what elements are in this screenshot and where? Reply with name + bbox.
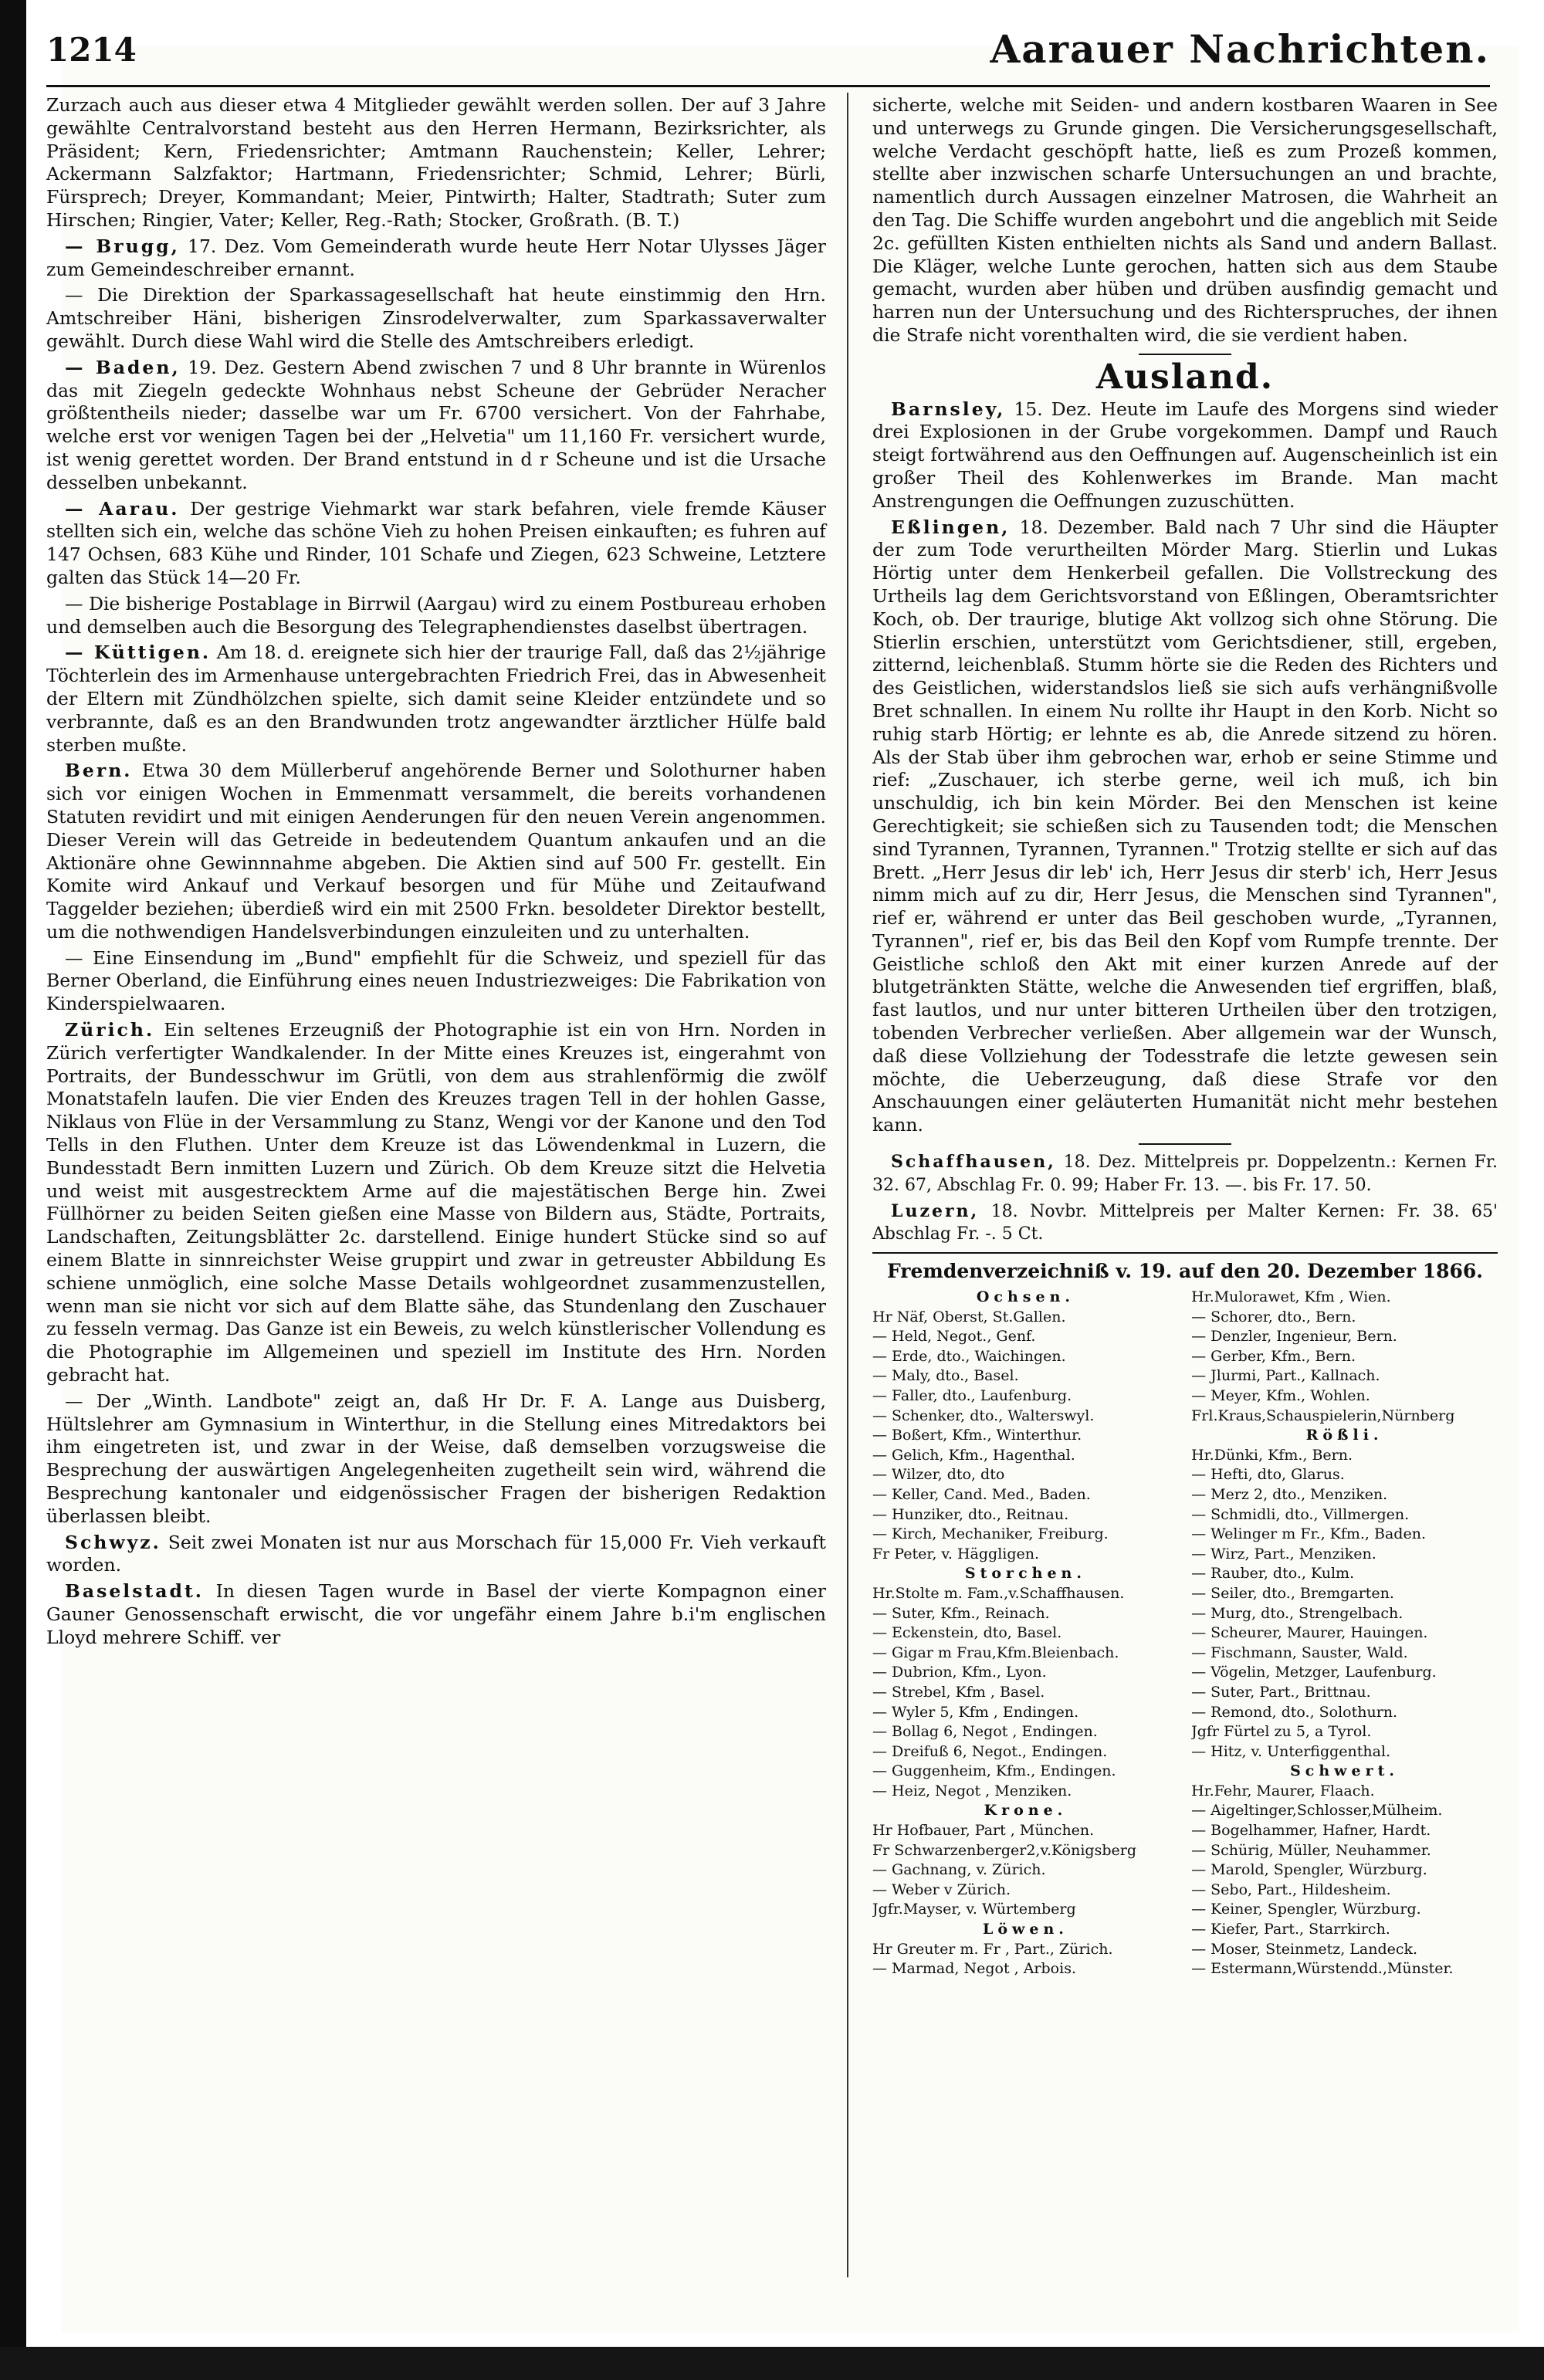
guest-entry: — Scheurer, Maurer, Hauingen.	[1191, 1624, 1428, 1642]
hotel-name: Schwert.	[1290, 1762, 1400, 1780]
article-text: — Eine Einsendung im „Bund" empfiehlt für die Schweiz, und speziell für das Berner Oberland, die Einführung eines neuen Industriezweiges: Die Fabrikation von Kinderspielwaaren.	[46, 946, 826, 1015]
guest-entry: — Suter, Kfm., Reinach.	[872, 1604, 1050, 1622]
guest-entry: — Erde, dto., Waichingen.	[872, 1347, 1066, 1365]
continued-article	[872, 94, 1498, 347]
hotel-name: Ochsen.	[976, 1288, 1075, 1306]
guest-entry: Hr Näf, Oberst, St.Gallen.	[872, 1308, 1066, 1325]
article-paragraph	[46, 760, 826, 943]
guest-entry: — Wilzer, dto, dto	[872, 1466, 1005, 1484]
guest-entry: Hr.Dünki, Kfm., Bern.	[1191, 1446, 1353, 1464]
guest-entry: — Rauber, dto., Kulm.	[1191, 1565, 1355, 1583]
guest-entry: — Sebo, Part., Hildesheim.	[1191, 1881, 1391, 1898]
market-rule	[1139, 1143, 1231, 1145]
guest-entry: Fr Schwarzenberger2,v.Königsberg	[872, 1841, 1136, 1859]
guest-entry: Jgfr Fürtel zu 5, a Tyrol.	[1191, 1723, 1372, 1741]
guest-entry: — Gigar m Frau,Kfm.Bleienbach.	[872, 1644, 1119, 1661]
guest-list	[872, 1288, 1498, 1979]
guest-entry: — Gerber, Kfm., Bern.	[1191, 1347, 1356, 1365]
hotel-name: Löwen.	[982, 1921, 1068, 1938]
guest-entry: — Strebel, Kfm , Basel.	[872, 1683, 1045, 1701]
guest-entry: — Gelich, Kfm., Hagenthal.	[872, 1446, 1075, 1464]
guest-entry: — Kirch, Mechaniker, Freiburg.	[872, 1525, 1109, 1543]
guest-entry: — Dreifuß 6, Negot., Endingen.	[872, 1742, 1108, 1760]
guest-entry: — Seiler, dto., Bremgarten.	[1191, 1584, 1394, 1602]
hotel-name: Krone.	[984, 1802, 1068, 1820]
fremden-rule	[872, 1252, 1498, 1254]
guest-entry: — Merz 2, dto., Menziken.	[1191, 1485, 1388, 1503]
scan-border-left	[0, 0, 26, 2380]
guest-entry: Jgfr.Mayser, v. Würtemberg	[872, 1901, 1076, 1918]
article-dateline: Baselstadt.	[65, 1580, 204, 1603]
guest-entry: — Hefti, dto, Glarus.	[1191, 1466, 1345, 1484]
article-dateline: Schaffhausen,	[891, 1152, 1056, 1173]
fremden-title: Fremdenverzeichniß v. 19. auf den 20. Dezember 1866.	[887, 1260, 1483, 1283]
guest-entry: — Fischmann, Sauster, Wald.	[1191, 1644, 1408, 1661]
article-paragraph	[46, 235, 826, 282]
article-text: Am 18. d. ereignete sich hier der traurige Fall, daß das 2½jährige Töchterlein des im Armenhause untergebrachten Friedrich Frei, das in Abwesenheit der Eltern mit Zündhölzchen spielte, sich damit seine Kleider entzündete und so verbrannte, daß es an den Brandwunden trotz angewandter ärztlicher Hülfe bald sterben mußte.	[46, 642, 826, 756]
article-paragraph	[46, 642, 826, 757]
guest-entry: — Vögelin, Metzger, Laufenburg.	[1191, 1664, 1437, 1681]
article-paragraph	[46, 593, 826, 639]
guest-entry: Frl.Kraus,Schauspielerin,Nürnberg	[1191, 1407, 1455, 1424]
guest-entry: — Marold, Spengler, Würzburg.	[1191, 1861, 1427, 1879]
guest-entry: — Bogelhammer, Hafner, Hardt.	[1191, 1822, 1431, 1840]
guest-entry: — Eckenstein, dto, Basel.	[872, 1624, 1062, 1642]
article-text: Zurzach auch aus dieser etwa 4 Mitglieder gewählt werden sollen. Der auf 3 Jahre gewählte Centralvorstand besteht aus den Herren Hermann, Bezirksrichter, als Präsident; Kern, Friedensrichter; Amtmann Rauchenstein; Keller, Lehrer; Ackermann Salzfaktor; Hartmann, Friedensrichter; Schmid, Lehrer; Bürli, Fürsprech; Dreyer, Kommandant; Meier, Pintwirth; Halter, Stadtrath; Suter zum Hirschen; Ringier, Vater; Keller, Reg.-Rath; Stocker, Großrath. (B. T.)	[46, 94, 826, 231]
article-dateline: — Baden,	[65, 356, 181, 378]
guest-entry: — Held, Negot., Genf.	[872, 1328, 1036, 1346]
article-paragraph	[46, 1580, 826, 1649]
article-paragraph	[46, 284, 826, 353]
guest-entry: Fr Peter, v. Häggligen.	[872, 1545, 1040, 1562]
guest-entry: — Jlurmi, Part., Kallnach.	[1191, 1367, 1380, 1385]
guest-entry: — Faller, dto., Laufenburg.	[872, 1387, 1072, 1405]
article-text: 15. Dez. Heute im Laufe des Morgens sind wieder drei Explosionen in der Grube vorgekommen. Dampf und Rauch steigt fortwährend aus den Oeffnungen auf. Augenscheinlich ist ein großer Theil des Kohlenwerkes im Brande. Man macht Anstrengungen die Oeffnungen zuzuschütten.	[872, 398, 1498, 512]
article-dateline: — Aarau.	[65, 497, 180, 520]
article-paragraph	[46, 947, 826, 1016]
guest-entry: — Weber v Zürich.	[872, 1881, 1011, 1898]
guest-entry: — Schorer, dto., Bern.	[1191, 1308, 1356, 1325]
guest-entry: Hr.Stolte m. Fam.,v.Schaffhausen.	[872, 1584, 1125, 1602]
guest-list-right	[1191, 1288, 1498, 1979]
article-text: 18. Dezember. Bald nach 7 Uhr sind die Häupter der zum Tode verurtheilten Mörder Marg. Stierlin und Lukas Hörtig unter dem Henkerbeil gefallen. Die Vollstreckung des Urtheils lag dem Gerichtsvorstand von Eßlingen, Oberamtsrichter Koch, ob. Der traurige, blutige Akt vollzog sich ohne Störung. Die Stierlin erschien, unterstützt vom Gerichtsdiener, still, ergeben, zitternd, leichenblaß. Stumm hörte sie die Reden des Richters und des Geistlichen, widerstandslos ließ sie sich aufs verhängnißvolle Bret schnallen. In einem Nu rollte ihr Haupt in den Korb. Nicht so ruhig starb Hörtig; er lehnte es ab, die Anrede sitzend zu hören. Als der Stab über ihm gebrochen war, erhob er seine Stimme und rief: „Zuschauer, ich sterbe gerne, weil ich muß, ich bin unschuldig, ich bin kein Mörder. Bei den Menschen ist keine Gerechtigkeit; sie schießen sich zu Tausenden todt; die Menschen sind Tyrannen, Tyrannen, Tyrannen." Trotzig stellte er sich auf das Brett. „Herr Jesus dir leb' ich, Herr Jesus dir sterb' ich, Herr Jesus nimm mich auf zu dir, Herr Jesus, die Menschen sind Tyrannen", rief er, während er unter das Beil geschoben wurde, „Tyrannen, Tyrannen", rief er, bis das Beil den Kopf vom Rumpfe trennte. Der Geistliche schloß den Akt mit einer kurzen Anrede auf der blutgetränkten Stätte, welche die Anwesenden tief ergriffen, blaß, fast lautlos, und nur unter bitteren Urtheilen über den trotzigen, tobenden Verbrecher verließen. Aber allgemein war der Wunsch, daß diese Vollziehung der Todesstrafe die letzte gewesen sein möchte, die Ueberzeugung, daß diese Strafe vor den Anschauungen einer geläuterten Humanität nicht mehr bestehen kann.	[872, 516, 1498, 1136]
article-paragraph	[46, 498, 826, 590]
guest-entry: — Suter, Part., Brittnau.	[1191, 1683, 1371, 1701]
guest-entry: — Remond, dto., Solothurn.	[1191, 1703, 1398, 1721]
newspaper-title: Aarauer Nachrichten.	[990, 26, 1490, 72]
article-dateline: Eßlingen,	[891, 516, 1011, 538]
market-prices	[872, 1151, 1498, 1246]
column-divider	[847, 93, 848, 2277]
guest-entry: — Schenker, dto., Walterswyl.	[872, 1407, 1095, 1424]
guest-entry: — Maly, dto., Basel.	[872, 1367, 1019, 1385]
guest-entry: — Marmad, Negot , Arbois.	[872, 1960, 1076, 1978]
article-text: — Der „Winth. Landbote" zeigt an, daß Hr Dr. F. A. Lange aus Duisberg, Hültslehrer am Gymnasium in Winterthur, in die Stellung eines Mitredaktors bei ihm eingetreten ist, und zwar in der Weise, daß demselben vorzugsweise die Besprechung der auswärtigen Angelegenheiten zugetheilt sein wird, während die Besprechung kantonaler und eidgenössischer Fragen der bisherigen Redaktion überlassen bleibt.	[46, 1390, 826, 1527]
article-dateline: Bern.	[65, 760, 133, 782]
scan-border-bottom	[0, 2347, 1544, 2380]
guest-entry: — Welinger m Fr., Kfm., Baden.	[1191, 1525, 1426, 1543]
article-text: Etwa 30 dem Müllerberuf angehörende Berner und Solothurner haben sich vor einigen Wochen in Emmenmatt versammelt, die bereits vorhandenen Statuten revidirt und mit einigen Aenderungen für den neuen Verein angenommen. Dieser Verein will das Getreide in bedeutendem Quantum ankaufen und an die Aktionäre ohne Gewinnnahme abgeben. Die Aktien sind auf 500 Fr. gestellt. Ein Komite wird Ankauf und Verkauf besorgen und für Mühe und Zeitaufwand Taggelder beziehen; überdieß wird ein mit 2500 Frkn. besoldeter Direktor bestellt, um die nothwendigen Handelsverbindungen einzuleiten und zu unterhalten.	[46, 760, 826, 943]
article-text: 19. Dez. Gestern Abend zwischen 7 und 8 Uhr brannte in Würenlos das mit Ziegeln gedeckte Wohnhaus nebst Scheune der Gebrüder Neracher größtentheils nieder; dasselbe war um Fr. 6700 versichert. Von der Fahrhabe, welche erst vor wenigen Tagen bei der „Helvetia" um 11,160 Fr. versichert wurde, ist wenig gerettet worden. Der Brand entstund in d r Scheune und ist die Ursache desselben unbekannt.	[46, 356, 826, 493]
guest-entry: — Schmidli, dto., Villmergen.	[1191, 1505, 1410, 1523]
article-paragraph	[46, 1390, 826, 1529]
article-dateline: — Küttigen.	[65, 642, 212, 664]
article-paragraph	[872, 94, 1498, 347]
guest-entry: — Aigeltinger,Schlosser,Mülheim.	[1191, 1802, 1443, 1820]
guest-list-left	[872, 1288, 1179, 1979]
guest-entry: — Wirz, Part., Menziken.	[1191, 1545, 1376, 1562]
article-paragraph	[872, 1200, 1498, 1247]
guest-entry: — Meyer, Kfm., Wohlen.	[1191, 1387, 1370, 1405]
article-paragraph	[872, 1151, 1498, 1197]
article-text: 18. Novbr. Mittelpreis per Malter Kernen: Fr. 38. 65' Abschlag Fr. -. 5 Ct.	[872, 1201, 1498, 1244]
guest-entry: — Keller, Cand. Med., Baden.	[872, 1485, 1091, 1503]
guest-entry: — Kiefer, Part., Starrkirch.	[1191, 1921, 1390, 1938]
left-column	[46, 94, 826, 1653]
article-paragraph	[46, 1019, 826, 1387]
article-text: Der gestrige Viehmarkt war stark befahren, viele fremde Käuser stellten sich ein, welche das schöne Vieh zu hohen Preisen einkauften; es fuhren auf 147 Ochsen, 683 Kühe und Rinder, 101 Schafe und Ziegen, 623 Schweine, Letztere galten das Stück 14—20 Fr.	[46, 497, 826, 588]
guest-entry: Hr Greuter m. Fr , Part., Zürich.	[872, 1940, 1113, 1958]
article-paragraph	[46, 357, 826, 495]
guest-entry: — Estermann,Würstendd.,Münster.	[1191, 1960, 1454, 1978]
guest-entry: — Murg, dto., Strengelbach.	[1191, 1604, 1403, 1622]
header-rule	[46, 85, 1490, 87]
article-paragraph	[46, 94, 826, 232]
article-text: — Die Direktion der Sparkassagesellschaft hat heute einstimmig den Hrn. Amtschreiber Häni, bisherigen Zinsrodelverwalter, zum Sparkassaverwalter gewählt. Durch diese Wahl wird die Stelle des Amtschreibers erledigt.	[46, 284, 826, 352]
guest-entry: Hr.Mulorawet, Kfm , Wien.	[1191, 1288, 1391, 1306]
hotel-name: Storchen.	[964, 1565, 1086, 1583]
article-text: 17. Dez. Vom Gemeinderath wurde heute Herr Notar Ulysses Jäger zum Gemeindeschreiber ernannt.	[46, 235, 826, 280]
article-paragraph	[872, 398, 1498, 513]
article-dateline: — Brugg,	[65, 235, 180, 257]
guest-entry: — Gachnang, v. Zürich.	[872, 1861, 1046, 1879]
guest-entry: — Dubrion, Kfm., Lyon.	[872, 1664, 1047, 1681]
hotel-name: Rößli.	[1305, 1427, 1383, 1444]
guest-entry: — Guggenheim, Kfm., Endingen.	[872, 1762, 1116, 1780]
article-paragraph	[46, 1532, 826, 1578]
ausland-articles	[872, 398, 1498, 1138]
guest-entry: — Moser, Steinmetz, Landeck.	[1191, 1940, 1418, 1958]
page-number: 1214	[46, 31, 137, 69]
guest-entry: — Boßert, Kfm., Winterthur.	[872, 1427, 1082, 1444]
guest-entry: — Heiz, Negot , Menziken.	[872, 1782, 1072, 1799]
guest-entry: Hr.Fehr, Maurer, Flaach.	[1191, 1782, 1375, 1799]
guest-entry: — Hitz, v. Unterfiggenthal.	[1191, 1742, 1391, 1760]
article-dateline: Barnsley,	[891, 398, 1006, 420]
article-text: In diesen Tagen wurde in Basel der vierte Kompagnon einer Gauner Genossenschaft erwischt, die vor ungefähr einem Jahre b.i'm englischen Lloyd mehrere Schiff. ver	[46, 1580, 826, 1648]
article-dateline: Schwyz.	[65, 1531, 161, 1553]
article-dateline: Luzern,	[891, 1200, 980, 1221]
guest-entry: Hr Hofbauer, Part , München.	[872, 1822, 1095, 1840]
ausland-heading: Ausland.	[1095, 357, 1275, 397]
article-paragraph	[872, 516, 1498, 1138]
article-text: 18. Dez. Mittelpreis pr. Doppelzentn.: Kernen Fr. 32. 67, Abschlag Fr. 0. 99; Haber Fr. 13. —. bis Fr. 17. 50.	[872, 1153, 1498, 1195]
guest-entry: — Keiner, Spengler, Würzburg.	[1191, 1901, 1421, 1918]
article-text: Ein seltenes Erzeugniß der Photographie ist ein von Hrn. Norden in Zürich verfertigter Wandkalender. In der Mitte eines Kreuzes ist, eingerahmt von Portraits, der Bundesschwur im Grütli, von dem aus strahlenförmig die zwölf Monatstafeln laufen. Die vier Enden des Kreuzes tragen Tell in der hohlen Gasse, Niklaus von Flüe in der Versammlung zu Stanz, Wengi vor der Kanone und den Tod Tells in den Fluthen. Unter dem Kreuze ist das Löwendenkmal in Luzern, die Bundesstadt Bern inmitten Luzern und Zürich. Ob dem Kreuze sitzt die Helvetia und weist mit ausgestrecktem Arme auf die majestätischen Berge hin. Zwei Füllhörner zu beiden Seiten gießen eine Masse von Bildern aus, Städte, Portraits, Landschaften, Zeitungsblätter 2c. darstellend. Einige hundert Stücke sind so auf einem Blatte in sinnreichster Weise gruppirt und zwar in getreuster Abbildung Es schiene unmöglich, eine solche Masse Details wohlgeordnet zusammenzustellen, wenn man sie nicht vor sich auf dem Blatte sähe, das Stundenlang den Zuschauer zu fesseln vermag. Das Ganze ist ein Beweis, zu welch künstlerischer Vollendung es die Photographie im Allgemeinen und speziell im Institute des Hrn. Norden gebracht hat.	[46, 1019, 826, 1386]
guest-entry: — Schürig, Müller, Neuhammer.	[1191, 1841, 1431, 1859]
article-text: — Die bisherige Postablage in Birrwil (Aargau) wird zu einem Postbureau erhoben und demselben auch die Besorgung des Telegraphendienstes daselbst übertragen.	[46, 592, 826, 638]
article-dateline: Zürich.	[65, 1019, 155, 1041]
right-column	[872, 94, 1498, 1979]
guest-entry: — Wyler 5, Kfm , Endingen.	[872, 1703, 1079, 1721]
guest-entry: — Bollag 6, Negot , Endingen.	[872, 1723, 1098, 1741]
article-text: sicherte, welche mit Seiden- und andern kostbaren Waaren in See und unterwegs zu Grunde gingen. Die Versicherungsgesellschaft, welche Verdacht geschöpft hatte, ließ es zum Prozeß kommen, stellte aber inzwischen scharfe Untersuchungen an und brachte, namentlich durch Aussagen einzelner Matrosen, die Wahrheit an den Tag. Die Schiffe wurden angebohrt und die angeblich mit Seide 2c. gefüllten Kisten enthielten nichts als Sand und andern Ballast. Die Kläger, welche Lunte gerochen, hatten sich aus dem Staube gemacht, wurden aber hüben und drüben ausfindig gemacht und harren nun der Untersuchung und des Richterspruches, der ihnen die Strafe nicht vorenthalten wird, die sie verdient haben.	[872, 94, 1498, 346]
article-text: Seit zwei Monaten ist nur aus Morschach für 15,000 Fr. Vieh verkauft worden.	[46, 1531, 826, 1576]
guest-entry: — Hunziker, dto., Reitnau.	[872, 1505, 1069, 1523]
section-rule	[1139, 354, 1231, 355]
guest-entry: — Denzler, Ingenieur, Bern.	[1191, 1328, 1397, 1346]
